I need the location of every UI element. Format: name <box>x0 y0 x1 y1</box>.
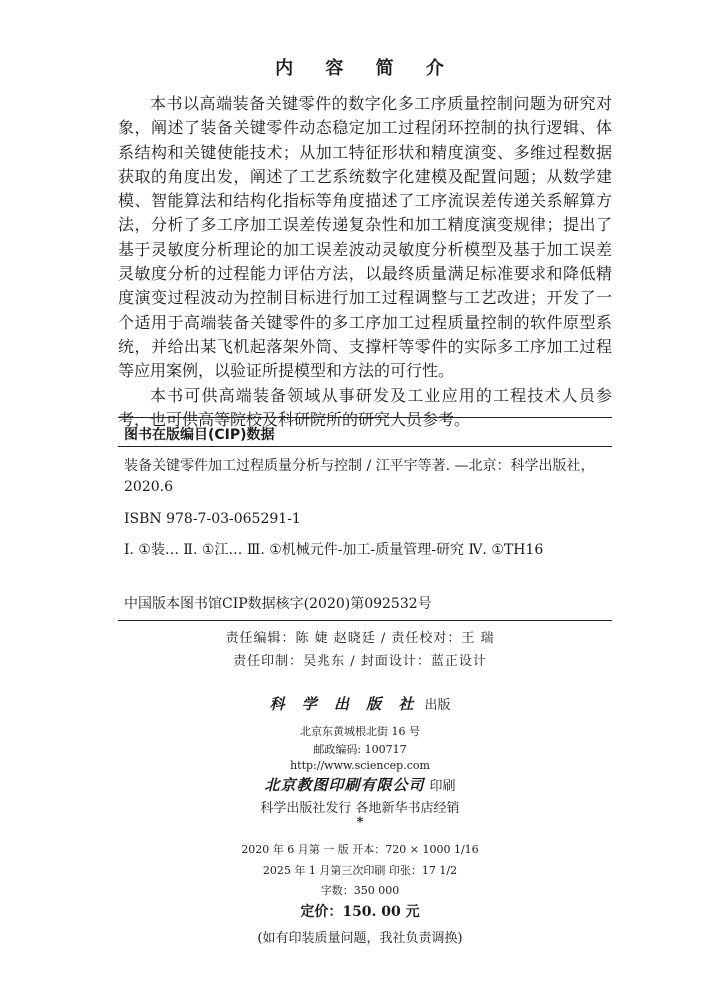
distribution-line: 科学出版社发行 各地新华书店经销 <box>260 801 460 816</box>
cip-number: 中国版本图书馆CIP数据核字(2020)第092532号 <box>124 596 432 612</box>
cip-record: 装备关键零件加工过程质量分析与控制 / 江平宇等著. —北京：科学出版社，2020.6 <box>124 458 595 495</box>
cip-bottom-rule <box>118 620 612 621</box>
cip-heading-rule <box>118 446 612 447</box>
abstract-paragraph-2: 本书可供高端装备领域从事研发及工业应用的工程技术人员参考，也可供高等院校及科研院所的研究人员参考。 <box>118 385 612 429</box>
abstract-paragraph-1: 本书以高端装备关键零件的数字化多工序质量控制问题为研究对象，阐述了装备关键零件动态稳定加工过程闭环控制的执行逻辑、体系结构和关键使能技术；从加工特征形状和精度演变、多维过程数据获取的角度出发，阐述了工艺系统数字化建模及配置问题；从数学建模、智能算法和结构化指标等角度描述了工序流误差传递关系解算方法，分析了多工序加工误差传递复杂性和加工精度演变规律；提出了基于灵敏度分析理论的加工误差波动灵敏度分析模型及基于加工误差灵敏度分析的过程能力评估方法，以最终质量满足标准要求和降低精度演变过程波动为控制目标进行加工过程调整与工艺改进；开发了一个适用于高端装备关键零件的多工序加工过程质量控制的软件原型系统，并给出某飞机起落架外筒、支撑杆等零件的实际多工序加工过程等应用案例，以验证所提模型和方法的可行性。 <box>118 94 612 381</box>
printer-name: 北京教图印刷有限公司 <box>264 776 425 794</box>
publisher-postcode: 邮政编码: 100717 <box>313 743 407 756</box>
publisher-address: 北京东黄城根北街 16 号 <box>300 725 420 738</box>
publisher-line <box>0 693 720 714</box>
printing-line: 2025 年 1 月第三次印刷 印张：17 1/2 <box>262 864 458 877</box>
word-count: 字数：350 000 <box>320 884 400 897</box>
credits-editors: 责任编辑：陈 婕 赵晓廷 / 责任校对：王 瑞 <box>225 631 495 646</box>
cip-classification: Ⅰ. ①装… Ⅱ. ①江… Ⅲ. ①机械元件-加工-质量管理-研究 Ⅳ. ①TH16 <box>124 542 544 558</box>
cip-top-rule <box>118 417 612 418</box>
credits-production: 责任印制：吴兆东 / 封面设计：蓝正设计 <box>233 654 487 669</box>
edition-line: 2020 年 6 月第 一 版 开本：720 × 1000 1/16 <box>241 843 479 856</box>
quality-notice: (如有印装质量问题，我社负责调换) <box>257 931 463 946</box>
publisher-name: 科 学 出 版 社 <box>269 695 420 713</box>
printer-line <box>0 774 720 795</box>
publisher-suffix: 出版 <box>424 698 451 713</box>
cip-isbn: ISBN 978-7-03-065291-1 <box>124 511 301 527</box>
price: 定价：150. 00 元 <box>300 904 420 920</box>
cip-heading: 图书在版编目(CIP)数据 <box>124 427 275 443</box>
abstract-body <box>118 92 612 432</box>
separator-star: * <box>356 815 364 830</box>
page-title: 内 容 简 介 <box>275 58 457 79</box>
publisher-website: http://www.sciencep.com <box>290 759 430 772</box>
printer-suffix: 印刷 <box>429 779 456 794</box>
